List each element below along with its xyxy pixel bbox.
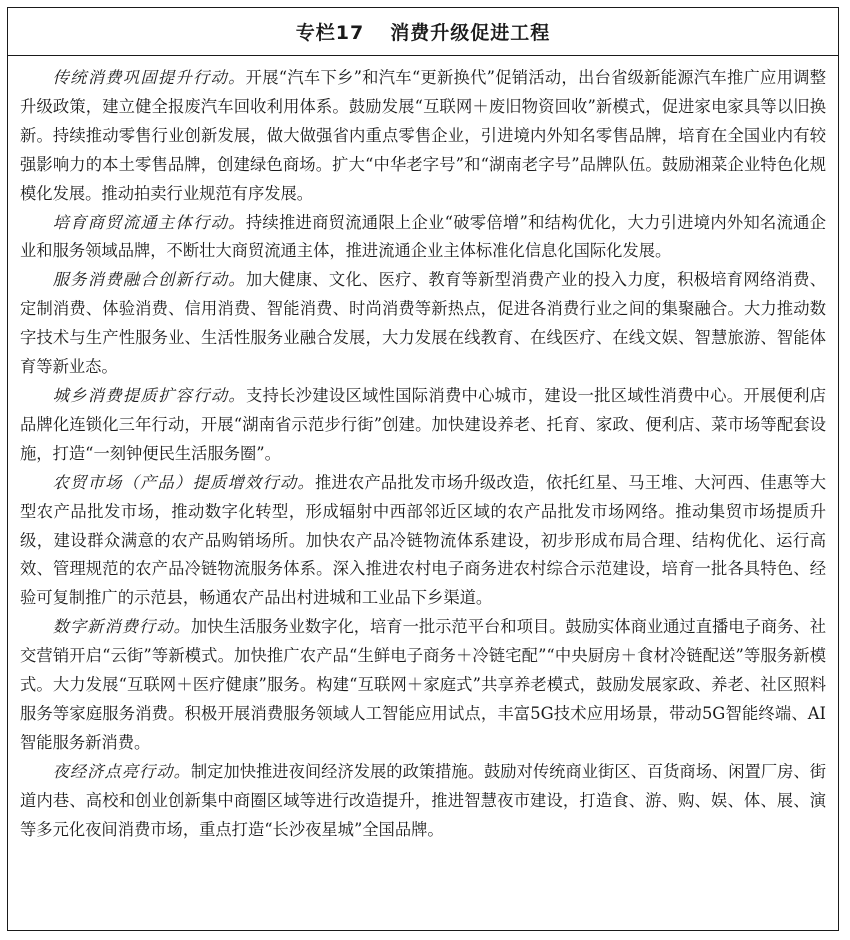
paragraph-traditional-consumption (20, 64, 826, 209)
column-header (8, 8, 838, 56)
paragraph-lead: 数字新消费行动。 (52, 617, 191, 637)
paragraph-text: 持续推进商贸流通限上企业“破零倍增”和结构优化，大力引进境内外知名流通企业和服务领域品牌，不断壮大商贸流通主体，推进流通企业主体标准化信息化国际化发展。 (20, 212, 826, 261)
column-title: 消费升级促进工程 (390, 22, 551, 44)
paragraph-text: 加大健康、文化、医疗、教育等新型消费产业的投入力度，积极培育网络消费、定制消费、体验消费、信用消费、智能消费、时尚消费等新热点，促进各消费行业之间的集聚融合。大力推动数字技术与生产性服务业、生活性服务业融合发展，大力发展在线教育、在线医疗、在线文娱、智慧旅游、智能体育等新业态。 (20, 270, 826, 377)
paragraph-lead: 培育商贸流通主体行动。 (52, 212, 246, 232)
paragraph-night-economy (20, 758, 826, 845)
column-body (8, 56, 838, 844)
paragraph-lead: 城乡消费提质扩容行动。 (52, 385, 246, 405)
column-box (7, 7, 839, 931)
column-label: 专栏17 (295, 22, 365, 44)
paragraph-text: 开展“汽车下乡”和汽车“更新换代”促销活动，出台省级新能源汽车推广应用调整升级政策，建立健全报废汽车回收利用体系。鼓励发展“互联网＋废旧物资回收”新模式，促进家电家具等以旧换新。持续推动零售行业创新发展，做大做强省内重点零售企业，引进境内外知名零售品牌，培育在全国业内有较强影响力的本土零售品牌，创建绿色商场。扩大“中华老字号”和“湖南老字号”品牌队伍。鼓励湘菜企业特色化规模化发展。推动拍卖行业规范有序发展。 (20, 68, 826, 203)
paragraph-text: 支持长沙建设区域性国际消费中心城市，建设一批区域性消费中心。开展便利店品牌化连锁化三年行动，开展“湖南省示范步行街”创建。加快建设养老、托育、家政、便利店、菜市场等配套设施，打造“一刻钟便民生活服务圈”。 (20, 385, 826, 463)
paragraph-text: 推进农产品批发市场升级改造，依托红星、马王堆、大河西、佳惠等大型农产品批发市场，推动数字化转型，形成辐射中西部邻近区域的农产品批发市场网络。推动集贸市场提质升级，建设群众满意的农产品购销场所。加快农产品冷链物流体系建设，初步形成布局合理、结构优化、运行高效、管理规范的农产品冷链物流服务体系。深入推进农村电子商务进农村综合示范建设，培育一批各具特色、经验可复制推广的示范县，畅通农产品出村进城和工业品下乡渠道。 (20, 472, 826, 608)
paragraph-lead: 传统消费巩固提升行动。 (52, 68, 246, 87)
paragraph-lead: 农贸市场（产品）提质增效行动。 (52, 472, 315, 492)
paragraph-text: 加快生活服务业数字化，培育一批示范平台和项目。鼓励实体商业通过直播电子商务、社交营销开启“云街”等新模式。加快推广农产品“生鲜电子商务＋冷链宅配”“中央厨房＋食材冷链配送”等服务新模式。大力发展“互联网＋医疗健康”服务。构建“互联网＋家庭式”共享养老模式，鼓励发展家政、养老、社区照料服务等家庭服务消费。积极开展消费服务领域人工智能应用试点，丰富5G技术应用场景，带动5G智能终端、AI智能服务新消费。 (20, 617, 826, 752)
paragraph-lead: 夜经济点亮行动。 (52, 761, 191, 781)
paragraph-service-consumption (20, 266, 826, 382)
paragraph-digital-consumption (20, 613, 826, 758)
paragraph-lead: 服务消费融合创新行动。 (52, 270, 246, 290)
paragraph-farmers-market (20, 469, 826, 614)
paragraph-trade-entities (20, 209, 826, 267)
paragraph-text: 制定加快推进夜间经济发展的政策措施。鼓励对传统商业街区、百货商场、闲置厂房、街道内巷、高校和创业创新集中商圈区域等进行改造提升，推进智慧夜市建设，打造食、游、购、娱、体、展、演等多元化夜间消费市场，重点打造“长沙夜星城”全国品牌。 (20, 761, 826, 839)
paragraph-urban-rural-consumption (20, 382, 826, 469)
